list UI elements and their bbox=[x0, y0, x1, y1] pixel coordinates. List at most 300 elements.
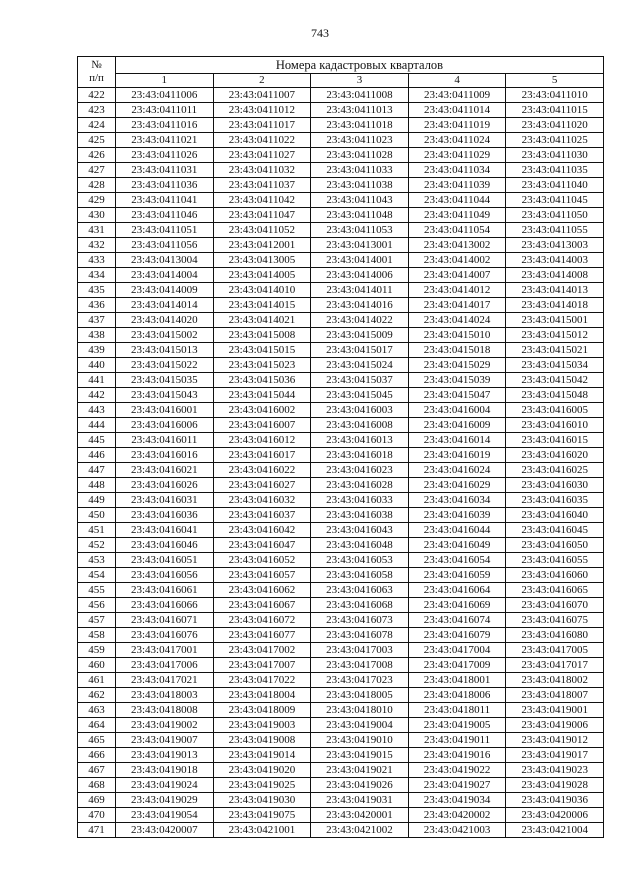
cadastral-quarter-cell: 23:43:0415022 bbox=[116, 358, 214, 373]
table-row bbox=[78, 583, 604, 598]
cadastral-quarter-cell: 23:43:0411025 bbox=[506, 133, 604, 148]
row-number: 431 bbox=[78, 223, 116, 238]
cadastral-quarter-cell: 23:43:0411042 bbox=[213, 193, 311, 208]
table-row bbox=[78, 613, 604, 628]
cadastral-quarter-cell: 23:43:0411033 bbox=[311, 163, 409, 178]
table-row bbox=[78, 388, 604, 403]
cadastral-quarter-cell: 23:43:0414010 bbox=[213, 283, 311, 298]
cadastral-quarter-cell: 23:43:0419018 bbox=[116, 763, 214, 778]
cadastral-quarter-cell: 23:43:0417006 bbox=[116, 658, 214, 673]
cadastral-quarter-cell: 23:43:0416038 bbox=[311, 508, 409, 523]
table-row bbox=[78, 463, 604, 478]
cadastral-quarter-cell: 23:43:0419014 bbox=[213, 748, 311, 763]
cadastral-quarter-cell: 23:43:0416060 bbox=[506, 568, 604, 583]
cadastral-quarter-cell: 23:43:0415024 bbox=[311, 358, 409, 373]
table-row bbox=[78, 253, 604, 268]
cadastral-quarter-cell: 23:43:0418005 bbox=[311, 688, 409, 703]
cadastral-quarter-cell: 23:43:0419006 bbox=[506, 718, 604, 733]
cadastral-quarter-cell: 23:43:0419022 bbox=[408, 763, 506, 778]
row-number-abbrev: п/п bbox=[89, 72, 104, 84]
cadastral-quarter-cell: 23:43:0411018 bbox=[311, 118, 409, 133]
cadastral-quarter-cell: 23:43:0415042 bbox=[506, 373, 604, 388]
cadastral-quarter-cell: 23:43:0416043 bbox=[311, 523, 409, 538]
row-number: 443 bbox=[78, 403, 116, 418]
cadastral-quarter-cell: 23:43:0416054 bbox=[408, 553, 506, 568]
row-number: 441 bbox=[78, 373, 116, 388]
cadastral-quarter-cell: 23:43:0415036 bbox=[213, 373, 311, 388]
cadastral-quarter-cell: 23:43:0416057 bbox=[213, 568, 311, 583]
row-number: 454 bbox=[78, 568, 116, 583]
row-number: 451 bbox=[78, 523, 116, 538]
cadastral-quarter-cell: 23:43:0411007 bbox=[213, 88, 311, 103]
cadastral-quarter-cell: 23:43:0418011 bbox=[408, 703, 506, 718]
cadastral-quarter-cell: 23:43:0415047 bbox=[408, 388, 506, 403]
cadastral-quarter-cell: 23:43:0414021 bbox=[213, 313, 311, 328]
cadastral-quarter-cell: 23:43:0419008 bbox=[213, 733, 311, 748]
cadastral-quarter-cell: 23:43:0416061 bbox=[116, 583, 214, 598]
cadastral-quarter-cell: 23:43:0411020 bbox=[506, 118, 604, 133]
row-number: 450 bbox=[78, 508, 116, 523]
cadastral-quarter-cell: 23:43:0414007 bbox=[408, 268, 506, 283]
cadastral-quarter-cell: 23:43:0416053 bbox=[311, 553, 409, 568]
cadastral-quarter-cell: 23:43:0416080 bbox=[506, 628, 604, 643]
column-number-2: 2 bbox=[213, 74, 311, 88]
cadastral-quarter-cell: 23:43:0416018 bbox=[311, 448, 409, 463]
cadastral-quarter-cell: 23:43:0418009 bbox=[213, 703, 311, 718]
row-number: 452 bbox=[78, 538, 116, 553]
cadastral-quarter-cell: 23:43:0411008 bbox=[311, 88, 409, 103]
cadastral-quarter-cell: 23:43:0411010 bbox=[506, 88, 604, 103]
row-number: 449 bbox=[78, 493, 116, 508]
row-number: 426 bbox=[78, 148, 116, 163]
cadastral-quarter-cell: 23:43:0416033 bbox=[311, 493, 409, 508]
table-row bbox=[78, 208, 604, 223]
cadastral-quarter-cell: 23:43:0420001 bbox=[311, 808, 409, 823]
row-number: 427 bbox=[78, 163, 116, 178]
table-row bbox=[78, 328, 604, 343]
cadastral-quarter-cell: 23:43:0414018 bbox=[506, 298, 604, 313]
cadastral-quarter-cell: 23:43:0419031 bbox=[311, 793, 409, 808]
cadastral-quarter-cell: 23:43:0421001 bbox=[213, 823, 311, 838]
cadastral-quarter-cell: 23:43:0416031 bbox=[116, 493, 214, 508]
cadastral-quarter-cell: 23:43:0415039 bbox=[408, 373, 506, 388]
cadastral-quarter-cell: 23:43:0414005 bbox=[213, 268, 311, 283]
table-row bbox=[78, 268, 604, 283]
table-row bbox=[78, 673, 604, 688]
row-number: 424 bbox=[78, 118, 116, 133]
cadastral-quarter-cell: 23:43:0414009 bbox=[116, 283, 214, 298]
cadastral-quarter-cell: 23:43:0414013 bbox=[506, 283, 604, 298]
cadastral-quarter-cell: 23:43:0415010 bbox=[408, 328, 506, 343]
cadastral-quarter-cell: 23:43:0416036 bbox=[116, 508, 214, 523]
cadastral-quarter-cell: 23:43:0419075 bbox=[213, 808, 311, 823]
cadastral-quarter-cell: 23:43:0411029 bbox=[408, 148, 506, 163]
cadastral-quarter-cell: 23:43:0413003 bbox=[506, 238, 604, 253]
row-number: 459 bbox=[78, 643, 116, 658]
cadastral-quarter-cell: 23:43:0416049 bbox=[408, 538, 506, 553]
cadastral-quarter-cell: 23:43:0416056 bbox=[116, 568, 214, 583]
cadastral-quarter-cell: 23:43:0416066 bbox=[116, 598, 214, 613]
cadastral-quarter-cell: 23:43:0418001 bbox=[408, 673, 506, 688]
cadastral-quarter-cell: 23:43:0421003 bbox=[408, 823, 506, 838]
row-number: 457 bbox=[78, 613, 116, 628]
cadastral-quarter-cell: 23:43:0419010 bbox=[311, 733, 409, 748]
cadastral-quarter-cell: 23:43:0416010 bbox=[506, 418, 604, 433]
cadastral-quarter-cell: 23:43:0418006 bbox=[408, 688, 506, 703]
cadastral-quarter-cell: 23:43:0413001 bbox=[311, 238, 409, 253]
row-number: 458 bbox=[78, 628, 116, 643]
row-number: 437 bbox=[78, 313, 116, 328]
row-number: 444 bbox=[78, 418, 116, 433]
row-number: 435 bbox=[78, 283, 116, 298]
cadastral-quarter-cell: 23:43:0416074 bbox=[408, 613, 506, 628]
cadastral-quarter-cell: 23:43:0416039 bbox=[408, 508, 506, 523]
cadastral-quarter-cell: 23:43:0418007 bbox=[506, 688, 604, 703]
cadastral-quarter-cell: 23:43:0419012 bbox=[506, 733, 604, 748]
cadastral-quarter-cell: 23:43:0411022 bbox=[213, 133, 311, 148]
cadastral-quarter-cell: 23:43:0417004 bbox=[408, 643, 506, 658]
cadastral-quarter-cell: 23:43:0416076 bbox=[116, 628, 214, 643]
row-number: 446 bbox=[78, 448, 116, 463]
cadastral-quarter-cell: 23:43:0416037 bbox=[213, 508, 311, 523]
row-number: 467 bbox=[78, 763, 116, 778]
column-number-5: 5 bbox=[506, 74, 604, 88]
cadastral-quarter-cell: 23:43:0417001 bbox=[116, 643, 214, 658]
cadastral-quarter-cell: 23:43:0411056 bbox=[116, 238, 214, 253]
cadastral-quarter-cell: 23:43:0416042 bbox=[213, 523, 311, 538]
cadastral-quarter-cell: 23:43:0411027 bbox=[213, 148, 311, 163]
cadastral-quarter-cell: 23:43:0417021 bbox=[116, 673, 214, 688]
table-row bbox=[78, 403, 604, 418]
cadastral-quarter-cell: 23:43:0417002 bbox=[213, 643, 311, 658]
table-row bbox=[78, 448, 604, 463]
cadastral-quarter-cell: 23:43:0415043 bbox=[116, 388, 214, 403]
cadastral-quarter-cell: 23:43:0411026 bbox=[116, 148, 214, 163]
cadastral-quarter-cell: 23:43:0417017 bbox=[506, 658, 604, 673]
cadastral-quarter-cell: 23:43:0411035 bbox=[506, 163, 604, 178]
table-row bbox=[78, 358, 604, 373]
cadastral-quarter-cell: 23:43:0416012 bbox=[213, 433, 311, 448]
cadastral-quarter-cell: 23:43:0414001 bbox=[311, 253, 409, 268]
row-number: 470 bbox=[78, 808, 116, 823]
row-number: 436 bbox=[78, 298, 116, 313]
cadastral-quarter-cell: 23:43:0411036 bbox=[116, 178, 214, 193]
cadastral-quarter-cell: 23:43:0419036 bbox=[506, 793, 604, 808]
cadastral-quarter-cell: 23:43:0418008 bbox=[116, 703, 214, 718]
cadastral-quarter-cell: 23:43:0415023 bbox=[213, 358, 311, 373]
cadastral-quarter-cell: 23:43:0419028 bbox=[506, 778, 604, 793]
cadastral-quarter-cell: 23:43:0415045 bbox=[311, 388, 409, 403]
row-number: 468 bbox=[78, 778, 116, 793]
table-row bbox=[78, 193, 604, 208]
cadastral-quarter-cell: 23:43:0411019 bbox=[408, 118, 506, 133]
cadastral-quarter-cell: 23:43:0416067 bbox=[213, 598, 311, 613]
cadastral-quarter-cell: 23:43:0416072 bbox=[213, 613, 311, 628]
cadastral-quarter-cell: 23:43:0415018 bbox=[408, 343, 506, 358]
cadastral-quarter-cell: 23:43:0411017 bbox=[213, 118, 311, 133]
row-number: 433 bbox=[78, 253, 116, 268]
row-number: 466 bbox=[78, 748, 116, 763]
cadastral-quarter-cell: 23:43:0416075 bbox=[506, 613, 604, 628]
cadastral-quarter-cell: 23:43:0411016 bbox=[116, 118, 214, 133]
cadastral-quarter-cell: 23:43:0415048 bbox=[506, 388, 604, 403]
cadastral-quarter-cell: 23:43:0411048 bbox=[311, 208, 409, 223]
cadastral-quarter-cell: 23:43:0419004 bbox=[311, 718, 409, 733]
quarters-group-header: Номера кадастровых кварталов bbox=[116, 57, 604, 74]
cadastral-quarter-cell: 23:43:0411031 bbox=[116, 163, 214, 178]
cadastral-quarter-cell: 23:43:0414011 bbox=[311, 283, 409, 298]
cadastral-quarter-cell: 23:43:0416059 bbox=[408, 568, 506, 583]
cadastral-quarter-cell: 23:43:0416058 bbox=[311, 568, 409, 583]
row-number: 447 bbox=[78, 463, 116, 478]
table-row bbox=[78, 658, 604, 673]
cadastral-quarter-cell: 23:43:0416064 bbox=[408, 583, 506, 598]
table-row bbox=[78, 178, 604, 193]
cadastral-quarter-cell: 23:43:0411041 bbox=[116, 193, 214, 208]
table-row bbox=[78, 313, 604, 328]
cadastral-quarter-cell: 23:43:0411044 bbox=[408, 193, 506, 208]
cadastral-quarter-cell: 23:43:0415013 bbox=[116, 343, 214, 358]
table-row bbox=[78, 733, 604, 748]
cadastral-quarters-table bbox=[77, 56, 604, 838]
cadastral-quarter-cell: 23:43:0416035 bbox=[506, 493, 604, 508]
row-number: 430 bbox=[78, 208, 116, 223]
cadastral-quarter-cell: 23:43:0411046 bbox=[116, 208, 214, 223]
cadastral-quarter-cell: 23:43:0411050 bbox=[506, 208, 604, 223]
cadastral-quarter-cell: 23:43:0418003 bbox=[116, 688, 214, 703]
cadastral-quarter-cell: 23:43:0416014 bbox=[408, 433, 506, 448]
cadastral-quarter-cell: 23:43:0416077 bbox=[213, 628, 311, 643]
cadastral-quarter-cell: 23:43:0417023 bbox=[311, 673, 409, 688]
row-number: 423 bbox=[78, 103, 116, 118]
cadastral-quarter-cell: 23:43:0416011 bbox=[116, 433, 214, 448]
table-row bbox=[78, 418, 604, 433]
row-number: 440 bbox=[78, 358, 116, 373]
table-row bbox=[78, 568, 604, 583]
cadastral-quarter-cell: 23:43:0415001 bbox=[506, 313, 604, 328]
cadastral-quarter-cell: 23:43:0411006 bbox=[116, 88, 214, 103]
cadastral-quarter-cell: 23:43:0411038 bbox=[311, 178, 409, 193]
cadastral-quarter-cell: 23:43:0416009 bbox=[408, 418, 506, 433]
cadastral-quarter-cell: 23:43:0416019 bbox=[408, 448, 506, 463]
table-row bbox=[78, 553, 604, 568]
cadastral-quarter-cell: 23:43:0415015 bbox=[213, 343, 311, 358]
cadastral-quarter-cell: 23:43:0411034 bbox=[408, 163, 506, 178]
cadastral-quarter-cell: 23:43:0419013 bbox=[116, 748, 214, 763]
cadastral-quarter-cell: 23:43:0417007 bbox=[213, 658, 311, 673]
cadastral-quarter-cell: 23:43:0416004 bbox=[408, 403, 506, 418]
cadastral-quarter-cell: 23:43:0416027 bbox=[213, 478, 311, 493]
cadastral-quarter-cell: 23:43:0416079 bbox=[408, 628, 506, 643]
table-row bbox=[78, 628, 604, 643]
cadastral-quarter-cell: 23:43:0414003 bbox=[506, 253, 604, 268]
cadastral-quarter-cell: 23:43:0420002 bbox=[408, 808, 506, 823]
row-number: 422 bbox=[78, 88, 116, 103]
cadastral-quarter-cell: 23:43:0411052 bbox=[213, 223, 311, 238]
cadastral-quarter-cell: 23:43:0416062 bbox=[213, 583, 311, 598]
cadastral-quarter-cell: 23:43:0419021 bbox=[311, 763, 409, 778]
row-number: 460 bbox=[78, 658, 116, 673]
cadastral-quarter-cell: 23:43:0411012 bbox=[213, 103, 311, 118]
cadastral-quarter-cell: 23:43:0419002 bbox=[116, 718, 214, 733]
cadastral-quarter-cell: 23:43:0414022 bbox=[311, 313, 409, 328]
cadastral-quarter-cell: 23:43:0419011 bbox=[408, 733, 506, 748]
table-row bbox=[78, 238, 604, 253]
column-number-4: 4 bbox=[408, 74, 506, 88]
cadastral-quarter-cell: 23:43:0416020 bbox=[506, 448, 604, 463]
cadastral-quarter-cell: 23:43:0411009 bbox=[408, 88, 506, 103]
cadastral-quarter-cell: 23:43:0419026 bbox=[311, 778, 409, 793]
cadastral-quarter-cell: 23:43:0419017 bbox=[506, 748, 604, 763]
cadastral-quarter-cell: 23:43:0415012 bbox=[506, 328, 604, 343]
row-number: 438 bbox=[78, 328, 116, 343]
cadastral-quarter-cell: 23:43:0417005 bbox=[506, 643, 604, 658]
row-number: 445 bbox=[78, 433, 116, 448]
page-number: 743 bbox=[311, 26, 329, 40]
cadastral-quarter-cell: 23:43:0411055 bbox=[506, 223, 604, 238]
cadastral-quarter-cell: 23:43:0411011 bbox=[116, 103, 214, 118]
cadastral-quarter-cell: 23:43:0416041 bbox=[116, 523, 214, 538]
cadastral-quarter-cell: 23:43:0413004 bbox=[116, 253, 214, 268]
row-number: 448 bbox=[78, 478, 116, 493]
cadastral-quarter-cell: 23:43:0411023 bbox=[311, 133, 409, 148]
cadastral-quarter-cell: 23:43:0414008 bbox=[506, 268, 604, 283]
column-number-1: 1 bbox=[116, 74, 214, 88]
cadastral-quarter-cell: 23:43:0411024 bbox=[408, 133, 506, 148]
cadastral-quarter-cell: 23:43:0411021 bbox=[116, 133, 214, 148]
cadastral-quarter-cell: 23:43:0414002 bbox=[408, 253, 506, 268]
cadastral-quarter-cell: 23:43:0415002 bbox=[116, 328, 214, 343]
cadastral-quarter-cell: 23:43:0411047 bbox=[213, 208, 311, 223]
table-row bbox=[78, 148, 604, 163]
cadastral-quarter-cell: 23:43:0416002 bbox=[213, 403, 311, 418]
cadastral-quarter-cell: 23:43:0416005 bbox=[506, 403, 604, 418]
cadastral-quarter-cell: 23:43:0416073 bbox=[311, 613, 409, 628]
row-number: 456 bbox=[78, 598, 116, 613]
table-row bbox=[78, 298, 604, 313]
cadastral-quarter-cell: 23:43:0416078 bbox=[311, 628, 409, 643]
cadastral-quarter-cell: 23:43:0414020 bbox=[116, 313, 214, 328]
row-number: 428 bbox=[78, 178, 116, 193]
cadastral-quarter-cell: 23:43:0416022 bbox=[213, 463, 311, 478]
cadastral-quarter-cell: 23:43:0419016 bbox=[408, 748, 506, 763]
cadastral-quarter-cell: 23:43:0415035 bbox=[116, 373, 214, 388]
cadastral-quarter-cell: 23:43:0416007 bbox=[213, 418, 311, 433]
row-number: 434 bbox=[78, 268, 116, 283]
cadastral-quarter-cell: 23:43:0421004 bbox=[506, 823, 604, 838]
cadastral-quarter-cell: 23:43:0411040 bbox=[506, 178, 604, 193]
cadastral-quarter-cell: 23:43:0416001 bbox=[116, 403, 214, 418]
table-row bbox=[78, 508, 604, 523]
cadastral-quarter-cell: 23:43:0416044 bbox=[408, 523, 506, 538]
table-row bbox=[78, 793, 604, 808]
cadastral-quarter-cell: 23:43:0413002 bbox=[408, 238, 506, 253]
table-row bbox=[78, 223, 604, 238]
cadastral-quarter-cell: 23:43:0419024 bbox=[116, 778, 214, 793]
cadastral-quarter-cell: 23:43:0411032 bbox=[213, 163, 311, 178]
cadastral-quarter-cell: 23:43:0411014 bbox=[408, 103, 506, 118]
row-number: 463 bbox=[78, 703, 116, 718]
cadastral-quarter-cell: 23:43:0416051 bbox=[116, 553, 214, 568]
cadastral-quarter-cell: 23:43:0415009 bbox=[311, 328, 409, 343]
cadastral-quarter-cell: 23:43:0419015 bbox=[311, 748, 409, 763]
row-number: 442 bbox=[78, 388, 116, 403]
cadastral-quarter-cell: 23:43:0414004 bbox=[116, 268, 214, 283]
table-row bbox=[78, 283, 604, 298]
row-number-symbol: № bbox=[91, 59, 102, 71]
cadastral-quarter-cell: 23:43:0416025 bbox=[506, 463, 604, 478]
table-row bbox=[78, 808, 604, 823]
cadastral-quarter-cell: 23:43:0416030 bbox=[506, 478, 604, 493]
cadastral-quarter-cell: 23:43:0411045 bbox=[506, 193, 604, 208]
row-number: 471 bbox=[78, 823, 116, 838]
cadastral-quarter-cell: 23:43:0411051 bbox=[116, 223, 214, 238]
table-row bbox=[78, 703, 604, 718]
cadastral-quarter-cell: 23:43:0416021 bbox=[116, 463, 214, 478]
cadastral-quarter-cell: 23:43:0414015 bbox=[213, 298, 311, 313]
row-number: 455 bbox=[78, 583, 116, 598]
cadastral-quarter-cell: 23:43:0411030 bbox=[506, 148, 604, 163]
cadastral-quarter-cell: 23:43:0416006 bbox=[116, 418, 214, 433]
table-row bbox=[78, 598, 604, 613]
cadastral-quarter-cell: 23:43:0414014 bbox=[116, 298, 214, 313]
cadastral-quarter-cell: 23:43:0416045 bbox=[506, 523, 604, 538]
cadastral-quarter-cell: 23:43:0420007 bbox=[116, 823, 214, 838]
cadastral-quarter-cell: 23:43:0421002 bbox=[311, 823, 409, 838]
row-number: 425 bbox=[78, 133, 116, 148]
cadastral-quarter-cell: 23:43:0415008 bbox=[213, 328, 311, 343]
row-number: 453 bbox=[78, 553, 116, 568]
row-number-header bbox=[78, 57, 116, 88]
table-row bbox=[78, 433, 604, 448]
row-number: 464 bbox=[78, 718, 116, 733]
cadastral-quarter-cell: 23:43:0411049 bbox=[408, 208, 506, 223]
cadastral-quarter-cell: 23:43:0416017 bbox=[213, 448, 311, 463]
cadastral-quarter-cell: 23:43:0416032 bbox=[213, 493, 311, 508]
cadastral-quarter-cell: 23:43:0411039 bbox=[408, 178, 506, 193]
cadastral-quarter-cell: 23:43:0412001 bbox=[213, 238, 311, 253]
cadastral-quarter-cell: 23:43:0416016 bbox=[116, 448, 214, 463]
table-row bbox=[78, 718, 604, 733]
cadastral-quarter-cell: 23:43:0419030 bbox=[213, 793, 311, 808]
cadastral-quarter-cell: 23:43:0416048 bbox=[311, 538, 409, 553]
cadastral-quarter-cell: 23:43:0416069 bbox=[408, 598, 506, 613]
cadastral-quarter-cell: 23:43:0411043 bbox=[311, 193, 409, 208]
row-number: 439 bbox=[78, 343, 116, 358]
cadastral-quarter-cell: 23:43:0415034 bbox=[506, 358, 604, 373]
cadastral-quarter-cell: 23:43:0416055 bbox=[506, 553, 604, 568]
cadastral-quarter-cell: 23:43:0419020 bbox=[213, 763, 311, 778]
table-header bbox=[78, 57, 604, 88]
table-row bbox=[78, 748, 604, 763]
cadastral-quarter-cell: 23:43:0416015 bbox=[506, 433, 604, 448]
row-number: 429 bbox=[78, 193, 116, 208]
row-number: 469 bbox=[78, 793, 116, 808]
table-row bbox=[78, 778, 604, 793]
cadastral-quarter-cell: 23:43:0416063 bbox=[311, 583, 409, 598]
cadastral-quarter-cell: 23:43:0416008 bbox=[311, 418, 409, 433]
cadastral-quarter-cell: 23:43:0411053 bbox=[311, 223, 409, 238]
cadastral-quarter-cell: 23:43:0416003 bbox=[311, 403, 409, 418]
table-row bbox=[78, 643, 604, 658]
cadastral-quarter-cell: 23:43:0416050 bbox=[506, 538, 604, 553]
cadastral-quarter-cell: 23:43:0411054 bbox=[408, 223, 506, 238]
table-row bbox=[78, 763, 604, 778]
cadastral-quarter-cell: 23:43:0416023 bbox=[311, 463, 409, 478]
column-number-row bbox=[78, 74, 604, 88]
table-row bbox=[78, 103, 604, 118]
table-row bbox=[78, 523, 604, 538]
